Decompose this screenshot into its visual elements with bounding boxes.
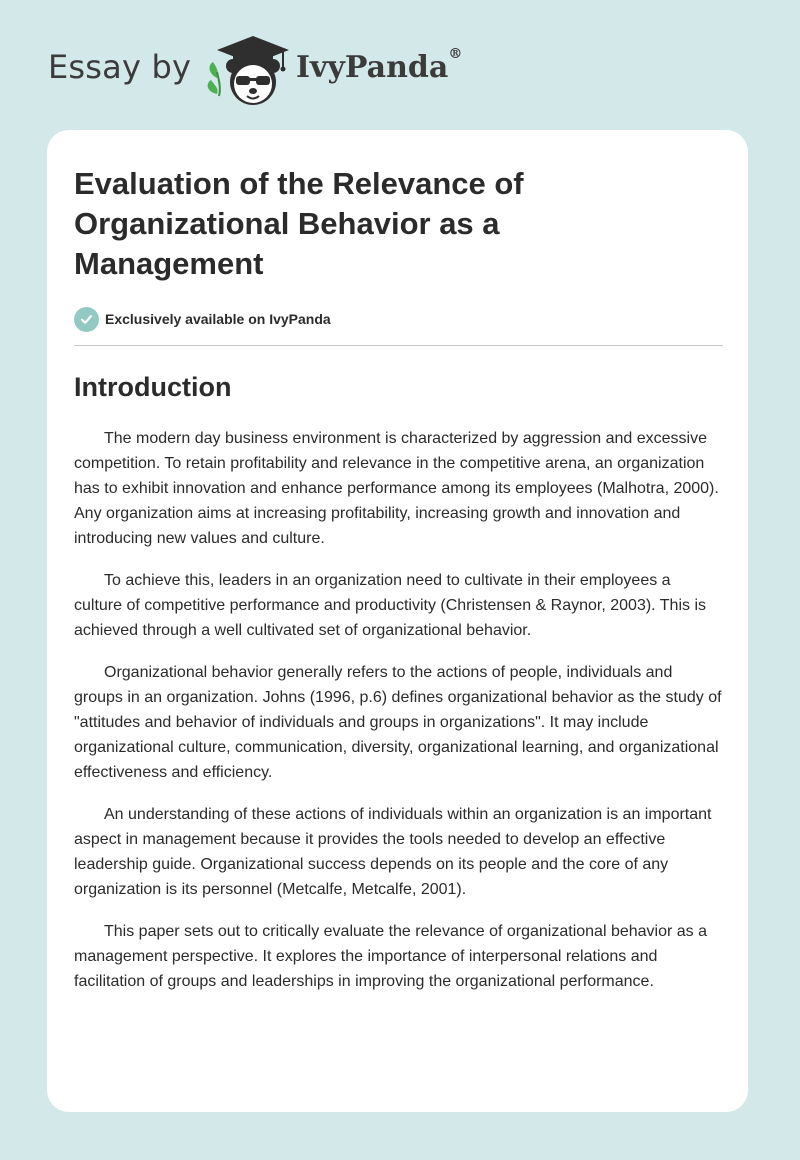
registered-mark: ® bbox=[448, 46, 463, 62]
section-heading-introduction: Introduction bbox=[74, 372, 232, 402]
brand-name bbox=[296, 46, 463, 85]
exclusive-badge bbox=[74, 306, 331, 332]
paragraph: To achieve this, leaders in an organization need to cultivate in their employees a culture of competitive performance and productivity (Christensen & Raynor, 2003). This is achieved through a well cultivated set of organizational behavior. bbox=[74, 572, 706, 639]
brand-name-text: IvyPanda bbox=[296, 50, 449, 85]
title-divider bbox=[74, 345, 723, 346]
paragraph: Organizational behavior generally refers to the actions of people, individuals and groups in an organization. Johns (1996, p.6) defines organizational behavior as the study of "attitudes and behavior of individuals and groups in organizations". It may include organizational culture, communication, diversity, organizational learning, and organizational effectiveness and efficiency. bbox=[74, 664, 722, 781]
exclusive-badge-text: Exclusively available on IvyPanda bbox=[105, 311, 331, 327]
paragraph: The modern day business environment is characterized by aggression and excessive competition. To retain profitability and relevance in the competitive arena, an organization has to exhibit innovation and enhance performance among its employees (Malhotra, 2000). Any organization aims at increasing profitability, increasing growth and innovation and introducing new values and culture. bbox=[74, 430, 719, 547]
essay-card bbox=[47, 130, 748, 1112]
check-icon bbox=[74, 307, 99, 332]
essay-title: Evaluation of the Relevance of Organizational Behavior as a Management bbox=[74, 166, 524, 281]
paragraph: An understanding of these actions of individuals within an organization is an important aspect in management because it provides the tools needed to develop an effective leadership guide. Organizational success depends on its people and the core of any organization is its personnel (Metcalfe, Metcalfe, 2001). bbox=[74, 806, 712, 898]
brand-prefix: Essay by bbox=[48, 48, 192, 86]
panda-logo-icon bbox=[203, 34, 295, 110]
essay-body bbox=[74, 426, 723, 1011]
paragraph: This paper sets out to critically evaluate the relevance of organizational behavior as a management perspective. It explores the importance of interpersonal relations and facilitation of groups and leaderships in improving the organizational performance. bbox=[74, 923, 708, 990]
site-brand[interactable] bbox=[48, 34, 468, 110]
